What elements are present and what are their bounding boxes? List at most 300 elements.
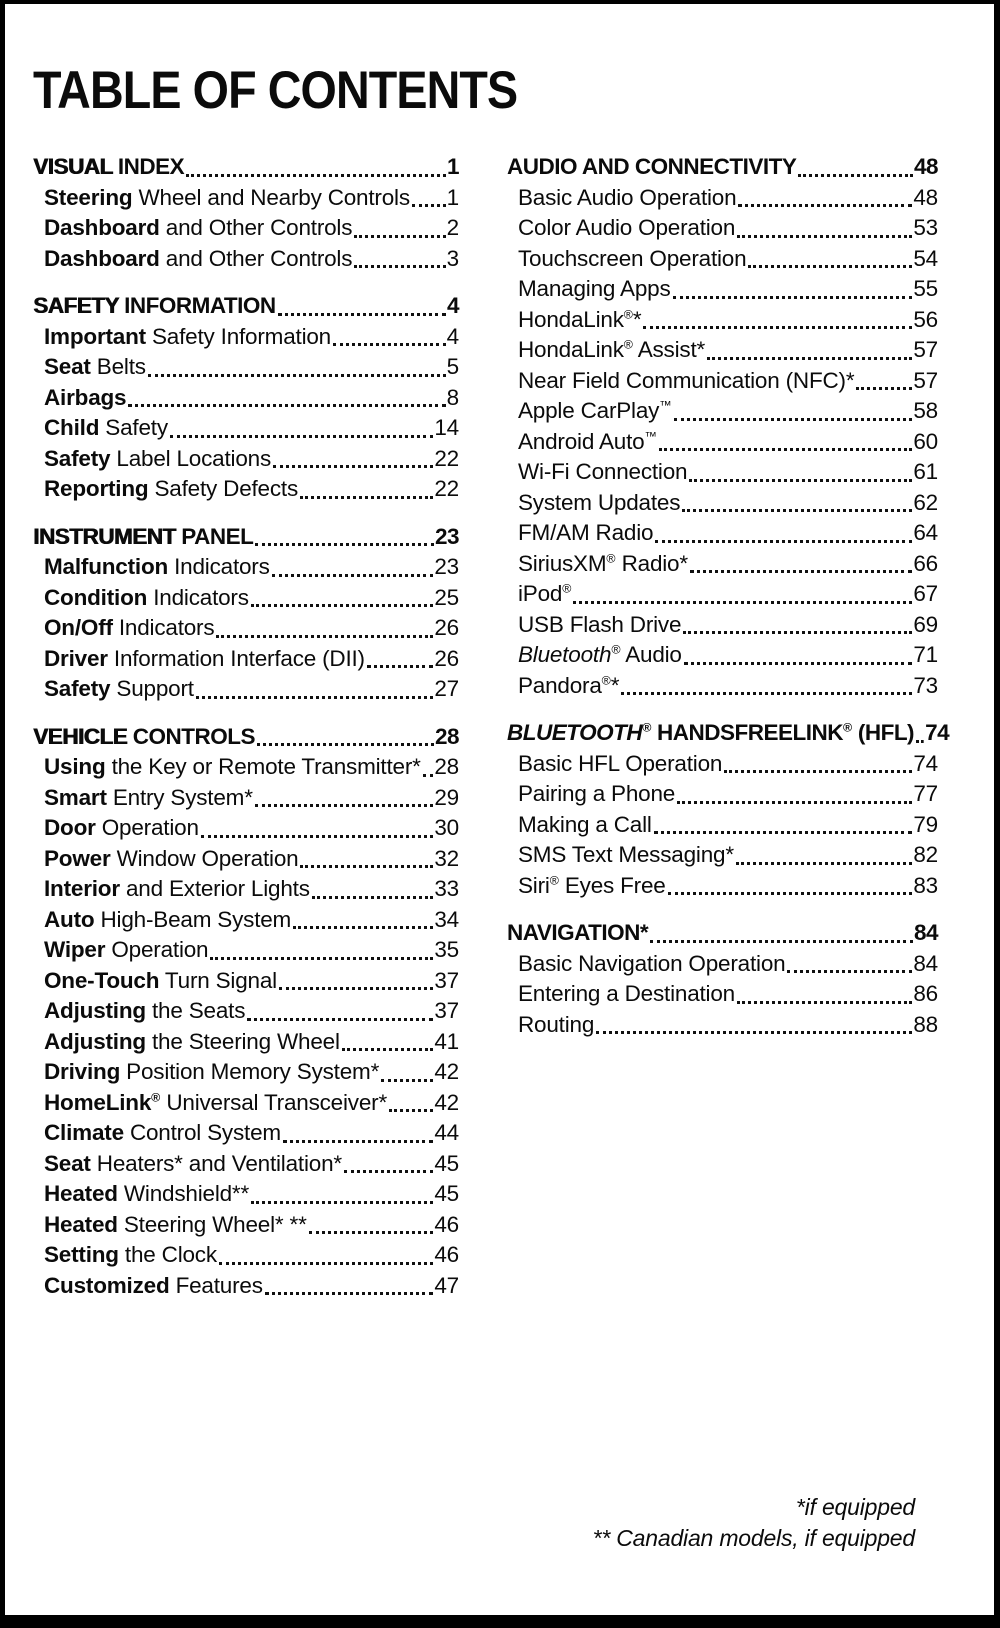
dot-leader: [257, 743, 434, 746]
toc-entry-label: Driving Position Memory System*: [44, 1059, 380, 1084]
dot-leader: [643, 326, 912, 329]
toc-entry-page-number: 37: [434, 998, 459, 1023]
toc-entry-label: Seat Belts: [44, 354, 146, 379]
toc-entry-label: HomeLink® Universal Transceiver*: [44, 1089, 388, 1115]
toc-entry-page-number: 86: [913, 981, 938, 1006]
dot-leader: [300, 865, 433, 868]
toc-entry-page-number: 47: [434, 1272, 459, 1298]
toc-entry: [33, 844, 459, 875]
toc-entry: [33, 674, 459, 705]
toc-entry-label-first-word: Malfunction: [44, 554, 169, 579]
dot-leader: [677, 801, 912, 804]
toc-entry: [33, 1149, 459, 1180]
dot-leader: [219, 1262, 433, 1265]
toc-section-header-label: BLUETOOTH® HANDSFREELINK® (HFL): [507, 720, 915, 745]
toc-entry-label: Android Auto™: [518, 428, 657, 454]
dot-leader: [344, 1170, 433, 1173]
toc-section-header-page-number: 48: [913, 154, 938, 179]
toc-entry: [33, 244, 459, 275]
toc-entry: [33, 1179, 459, 1210]
toc-entry-label-first-word: Safety: [44, 445, 111, 471]
dot-leader: [738, 204, 912, 207]
toc-entry-label: HondaLink® Assist*: [518, 337, 706, 362]
toc-entry-page-number: 64: [913, 520, 938, 545]
toc-entry-label-first-word: Adjusting: [44, 998, 146, 1023]
dot-leader: [668, 892, 913, 895]
toc-entry: [507, 1010, 938, 1041]
toc-entry: [507, 335, 938, 366]
toc-entry-label-first-word: One-Touch: [44, 967, 160, 993]
toc-entry: [33, 1271, 459, 1302]
dot-leader: [128, 404, 445, 407]
toc-entry-label: Smart Entry System*: [44, 784, 253, 810]
dot-leader: [650, 940, 913, 943]
dot-leader: [690, 570, 912, 573]
toc-entry-label: Wiper Operation: [44, 937, 209, 962]
toc-entry-label: Adjusting the Steering Wheel: [44, 1028, 340, 1054]
footnote-if-equipped: *if equipped: [795, 1494, 915, 1520]
toc-entry: [33, 1210, 459, 1241]
toc-section-header: [33, 152, 459, 183]
toc-section-header: [507, 152, 938, 183]
dot-leader: [216, 635, 433, 638]
toc-entry-label: Malfunction Indicators: [44, 554, 270, 579]
dot-leader: [596, 1031, 912, 1034]
toc-entry-label: Auto High-Beam System: [44, 906, 292, 932]
toc-entry: [33, 552, 459, 583]
dot-leader: [354, 235, 445, 238]
dot-leader: [247, 1018, 433, 1021]
toc-entry-page-number: 33: [434, 876, 459, 901]
dot-leader: [273, 465, 433, 468]
dot-leader: [279, 987, 433, 990]
footnote-canadian-models: ** Canadian models, if equipped: [592, 1525, 915, 1551]
toc-entry-page-number: 28: [434, 754, 459, 779]
toc-entry-label: On/Off Indicators: [44, 615, 215, 640]
toc-entry: [33, 444, 459, 475]
dot-leader: [210, 957, 433, 960]
toc-entry-label-first-word: Reporting: [44, 476, 149, 501]
toc-entry-label: Seat Heaters* and Ventilation*: [44, 1150, 342, 1176]
toc-entry-label: Using the Key or Remote Transmitter*: [44, 754, 421, 779]
dot-leader: [265, 1292, 434, 1295]
toc-entry-label-first-word: Climate: [44, 1120, 124, 1145]
toc-entry-label: iPod®: [518, 581, 572, 606]
toc-section-header-label-first-word: VEHICLE: [33, 723, 128, 749]
toc-entry: [33, 996, 459, 1027]
toc-entry-page-number: 66: [913, 550, 938, 576]
toc-entry: [507, 779, 938, 810]
toc-entry-page-number: 56: [913, 306, 938, 332]
toc-entry: [33, 322, 459, 353]
page-title: TABLE OF CONTENTS: [33, 61, 518, 120]
dot-leader: [389, 1109, 433, 1112]
toc-entry-label: FM/AM Radio: [518, 520, 654, 545]
toc-entry-label-first-word: HomeLink®: [44, 1089, 161, 1115]
toc-entry-label: Managing Apps: [518, 276, 671, 301]
toc-entry-page-number: 83: [913, 872, 938, 898]
toc-entry: [507, 579, 938, 610]
toc-entry-label-first-word: Safety: [44, 676, 111, 701]
toc-entry-label: Making a Call: [518, 811, 652, 837]
dot-leader: [737, 1001, 912, 1004]
toc-entry-label: Heated Windshield**: [44, 1181, 250, 1206]
toc-entry-page-number: 74: [913, 750, 938, 776]
toc-entry-page-number: 82: [913, 842, 938, 867]
dot-leader: [736, 862, 912, 865]
toc-entry: [507, 749, 938, 780]
toc-entry-label: SiriusXM® Radio*: [518, 550, 688, 576]
toc-entry-label: Power Window Operation: [44, 845, 299, 871]
dot-leader: [689, 479, 912, 482]
toc-entry-label-first-word: Using: [44, 754, 106, 779]
dot-leader: [186, 174, 446, 177]
dot-leader: [673, 296, 913, 299]
toc-entry: [507, 427, 938, 458]
toc-entry-page-number: 79: [913, 811, 938, 837]
toc-entry-page-number: 25: [434, 584, 459, 610]
toc-entry-page-number: 45: [434, 1150, 459, 1176]
dot-leader: [724, 770, 912, 773]
toc-section-header-page-number: 74: [925, 720, 950, 745]
toc-entry-page-number: 57: [913, 367, 938, 393]
dot-leader: [683, 631, 912, 634]
toc-section-header-label: INSTRUMENT PANEL: [33, 523, 254, 549]
toc-entry: [507, 840, 938, 871]
toc-entry-label-first-word: Driving: [44, 1059, 121, 1084]
dot-leader: [381, 1079, 433, 1082]
toc-entry-page-number: 5: [446, 354, 459, 379]
toc-entry-label: Wi-Fi Connection: [518, 459, 688, 484]
dot-leader: [707, 357, 912, 360]
toc-entry-label: Basic Audio Operation: [518, 184, 737, 210]
toc-column-left: [33, 152, 459, 1301]
toc-entry-label: SMS Text Messaging*: [518, 842, 734, 867]
toc-section-header-label: NAVIGATION*: [507, 920, 649, 945]
toc-section: [33, 152, 459, 274]
toc-entry: [507, 549, 938, 580]
toc-entry-label: Customized Features: [44, 1272, 263, 1298]
toc-entry: [33, 1240, 459, 1271]
dot-leader: [573, 601, 912, 604]
toc-entry-page-number: 48: [913, 184, 938, 210]
toc-entry-label: Entering a Destination: [518, 981, 735, 1006]
toc-entry-page-number: 42: [434, 1089, 459, 1115]
toc-entry-page-number: 60: [913, 428, 938, 454]
dot-leader: [684, 662, 913, 665]
dot-leader: [674, 418, 913, 421]
toc-entry-label-first-word: Steering: [44, 184, 133, 210]
toc-section-header-page-number: 1: [446, 154, 459, 179]
toc-section-header: [33, 722, 459, 753]
dot-leader: [278, 313, 446, 316]
toc-entry-page-number: 71: [913, 642, 938, 667]
dot-leader: [255, 804, 434, 807]
toc-section: [33, 522, 459, 705]
toc-entry: [507, 396, 938, 427]
toc-entry-label: Basic HFL Operation: [518, 750, 723, 776]
toc-entry-page-number: 2: [446, 215, 459, 240]
toc-entry-label: Reporting Safety Defects: [44, 476, 299, 501]
dot-leader: [309, 1231, 434, 1234]
toc-entry-label: Touchscreen Operation: [518, 245, 747, 271]
toc-entry-label-first-word: Seat: [44, 1150, 91, 1176]
toc-entry-label-first-word: Auto: [44, 906, 95, 932]
toc-entry-page-number: 55: [913, 276, 938, 301]
dot-leader: [251, 1201, 433, 1204]
toc-entry: [507, 871, 938, 902]
toc-section: [507, 718, 950, 901]
dot-leader: [354, 265, 445, 268]
toc-entry-page-number: 22: [434, 476, 459, 501]
toc-entry-label-first-word: Setting: [44, 1242, 119, 1267]
dot-leader: [312, 896, 434, 899]
toc-entry-label: Steering Wheel and Nearby Controls: [44, 184, 410, 210]
toc-section-header: [507, 918, 938, 949]
toc-entry-page-number: 42: [434, 1059, 459, 1084]
dot-leader: [196, 696, 434, 699]
toc-entry-label-first-word: Adjusting: [44, 1028, 146, 1054]
toc-entry: [507, 671, 938, 702]
toc-entry: [33, 752, 459, 783]
toc-entry-label: Child Safety: [44, 415, 168, 440]
toc-entry-label-first-word: Power: [44, 845, 111, 871]
dot-leader: [682, 509, 912, 512]
dot-leader: [659, 448, 913, 451]
toc-entry-page-number: 77: [913, 781, 938, 806]
dot-leader: [856, 387, 912, 390]
toc-entry-page-number: 61: [913, 459, 938, 484]
toc-entry-label: Siri® Eyes Free: [518, 872, 666, 898]
toc-entry-page-number: 53: [913, 215, 938, 240]
toc-entry: [33, 905, 459, 936]
toc-entry-label: Pairing a Phone: [518, 781, 676, 806]
toc-entry-page-number: 32: [434, 845, 459, 871]
toc-entry-label: Basic Navigation Operation: [518, 950, 786, 976]
toc-section-header: [33, 291, 459, 322]
toc-entry: [507, 244, 938, 275]
toc-entry-label-first-word: Seat: [44, 354, 91, 379]
toc-section: [507, 152, 938, 701]
dot-leader: [787, 970, 912, 973]
toc-entry-label: Heated Steering Wheel* **: [44, 1211, 307, 1237]
toc-entry: [33, 352, 459, 383]
toc-section-header-page-number: 23: [434, 523, 459, 549]
toc-entry: [33, 474, 459, 505]
toc-entry: [507, 518, 938, 549]
dot-leader: [737, 235, 912, 238]
toc-section-header-label: AUDIO AND CONNECTIVITY: [507, 154, 797, 179]
toc-entry-label-first-word: Child: [44, 415, 100, 440]
toc-entry: [33, 413, 459, 444]
toc-entry-page-number: 84: [913, 950, 938, 976]
toc-entry: [507, 213, 938, 244]
toc-entry: [507, 183, 938, 214]
dot-leader: [412, 204, 446, 207]
dot-leader: [798, 174, 913, 177]
toc-entry-label: Safety Support: [44, 676, 194, 701]
toc-entry-page-number: 22: [434, 445, 459, 471]
toc-entry-label: Safety Label Locations: [44, 445, 272, 471]
toc-entry-page-number: 8: [446, 384, 459, 410]
toc-entry-label-first-word: Customized: [44, 1272, 170, 1298]
toc-entry-label: Setting the Clock: [44, 1242, 217, 1267]
toc-entry: [507, 640, 938, 671]
dot-leader: [916, 740, 924, 743]
toc-entry-label-first-word: Door: [44, 815, 96, 840]
dot-leader: [342, 1048, 434, 1051]
toc-entry-label: Apple CarPlay™: [518, 398, 672, 423]
toc-entry: [33, 1057, 459, 1088]
toc-entry: [33, 813, 459, 844]
toc-entry: [507, 488, 938, 519]
dot-leader: [148, 374, 446, 377]
toc-entry: [33, 783, 459, 814]
toc-entry: [33, 383, 459, 414]
toc-entry-page-number: 67: [913, 581, 938, 606]
toc-section-header-label-first-word: INSTRUMENT: [33, 523, 176, 549]
dot-leader: [293, 926, 433, 929]
toc-entry-label: Dashboard and Other Controls: [44, 245, 353, 271]
toc-entry-page-number: 27: [434, 676, 459, 701]
toc-entry-label: Dashboard and Other Controls: [44, 215, 353, 240]
toc-entry: [507, 274, 938, 305]
toc-entry-page-number: 62: [913, 489, 938, 515]
toc-section: [33, 291, 459, 505]
toc-entry-label: Interior and Exterior Lights: [44, 876, 310, 901]
toc-entry-label-first-word: Dashboard: [44, 245, 160, 271]
dot-leader: [255, 543, 434, 546]
toc-entry-label: Near Field Communication (NFC)*: [518, 367, 855, 393]
toc-entry-page-number: 57: [913, 337, 938, 362]
toc-entry-page-number: 44: [434, 1120, 459, 1145]
toc-entry-page-number: 35: [434, 937, 459, 962]
toc-entry: [33, 966, 459, 997]
toc-entry-page-number: 23: [434, 554, 459, 579]
toc-entry-page-number: 26: [434, 615, 459, 640]
dot-leader: [272, 574, 434, 577]
toc-entry-label-first-word: Wiper: [44, 937, 106, 962]
toc-entry-label: Condition Indicators: [44, 584, 249, 610]
toc-entry-label: One-Touch Turn Signal: [44, 967, 277, 993]
toc-entry-label: Routing: [518, 1011, 595, 1037]
toc-entry: [507, 305, 938, 336]
toc-entry-page-number: 14: [434, 415, 459, 440]
toc-entry-label-first-word: Interior: [44, 876, 120, 901]
toc-section: [33, 722, 459, 1302]
toc-entry-page-number: 4: [446, 323, 459, 349]
toc-column-right: [507, 152, 950, 1040]
dot-leader: [423, 774, 434, 777]
toc-entry-label: Adjusting the Seats: [44, 998, 246, 1023]
toc-entry: [33, 1027, 459, 1058]
dot-leader: [654, 831, 913, 834]
toc-entry-page-number: 41: [434, 1028, 459, 1054]
toc-entry: [507, 366, 938, 397]
toc-entry-page-number: 58: [913, 398, 938, 423]
dot-leader: [201, 835, 434, 838]
dot-leader: [748, 265, 912, 268]
toc-entry-page-number: 73: [913, 672, 938, 698]
toc-entry: [507, 610, 938, 641]
toc-entry-page-number: 88: [913, 1011, 938, 1037]
footnotes: [593, 1492, 915, 1554]
toc-entry-page-number: 1: [446, 184, 459, 210]
toc-entry-label: [44, 383, 126, 414]
toc-entry-label-first-word: Condition: [44, 584, 148, 610]
toc-entry-label: USB Flash Drive: [518, 611, 682, 637]
dot-leader: [621, 692, 912, 695]
toc-entry-label-first-word: Heated: [44, 1211, 118, 1237]
toc-entry: [33, 613, 459, 644]
toc-entry: [507, 979, 938, 1010]
toc-section-header-label-first-word: VISUAL: [33, 154, 113, 179]
toc-entry-label-first-word: On/Off: [44, 615, 113, 640]
toc-section-header-label: SAFETY INFORMATION: [33, 293, 276, 318]
toc-entry-label: Bluetooth® Audio: [518, 642, 682, 667]
toc-entry-label: Driver Information Interface (DII): [44, 645, 365, 671]
toc-entry: [33, 1118, 459, 1149]
toc-entry: [33, 213, 459, 244]
toc-entry: [33, 935, 459, 966]
toc-entry-label: HondaLink®*: [518, 306, 642, 332]
toc-entry-page-number: 3: [446, 245, 459, 271]
dot-leader: [333, 343, 446, 346]
toc-entry-label: Climate Control System: [44, 1120, 281, 1145]
toc-section-header-page-number: 28: [434, 723, 459, 749]
toc-entry-label-first-word: Driver: [44, 645, 108, 671]
toc-entry: [33, 874, 459, 905]
toc-entry-label: System Updates: [518, 489, 681, 515]
toc-entry-page-number: 34: [434, 906, 459, 932]
dot-leader: [251, 604, 434, 607]
dot-leader: [170, 435, 433, 438]
toc-section-header-label-first-word: SAFETY: [33, 293, 119, 318]
toc-entry-label-first-word: Dashboard: [44, 215, 160, 240]
toc-entry-label: Pandora®*: [518, 672, 620, 698]
toc-entry: [33, 583, 459, 614]
toc-section-header: [507, 718, 950, 749]
toc-entry-label: Color Audio Operation: [518, 215, 736, 240]
toc-entry-label-first-word: Airbags: [44, 384, 127, 410]
toc-entry-label-first-word: Smart: [44, 784, 107, 810]
toc-entry-page-number: 26: [434, 645, 459, 671]
toc-section-header-label: VEHICLE CONTROLS: [33, 723, 256, 749]
dot-leader: [300, 496, 433, 499]
toc-entry-label: Important Safety Information: [44, 323, 331, 349]
toc-entry: [507, 949, 938, 980]
dot-leader: [655, 540, 912, 543]
toc-entry: [33, 1088, 459, 1119]
toc-entry-page-number: 69: [913, 611, 938, 637]
toc-entry-page-number: 46: [434, 1211, 459, 1237]
toc-entry-label-first-word: Important: [44, 323, 146, 349]
toc-entry: [507, 810, 938, 841]
toc-section: [507, 918, 938, 1040]
toc-section-header: [33, 522, 459, 553]
toc-entry-page-number: 45: [434, 1181, 459, 1206]
toc-entry-page-number: 37: [434, 967, 459, 993]
toc-entry-page-number: 30: [434, 815, 459, 840]
dot-leader: [367, 665, 434, 668]
toc-entry-label-first-word: Heated: [44, 1181, 118, 1206]
toc-entry-page-number: 29: [434, 784, 459, 810]
toc-entry: [33, 644, 459, 675]
toc-section-header-label: VISUAL INDEX: [33, 154, 185, 179]
dot-leader: [283, 1140, 433, 1143]
toc-entry: [33, 183, 459, 214]
toc-entry-label: Door Operation: [44, 815, 199, 840]
